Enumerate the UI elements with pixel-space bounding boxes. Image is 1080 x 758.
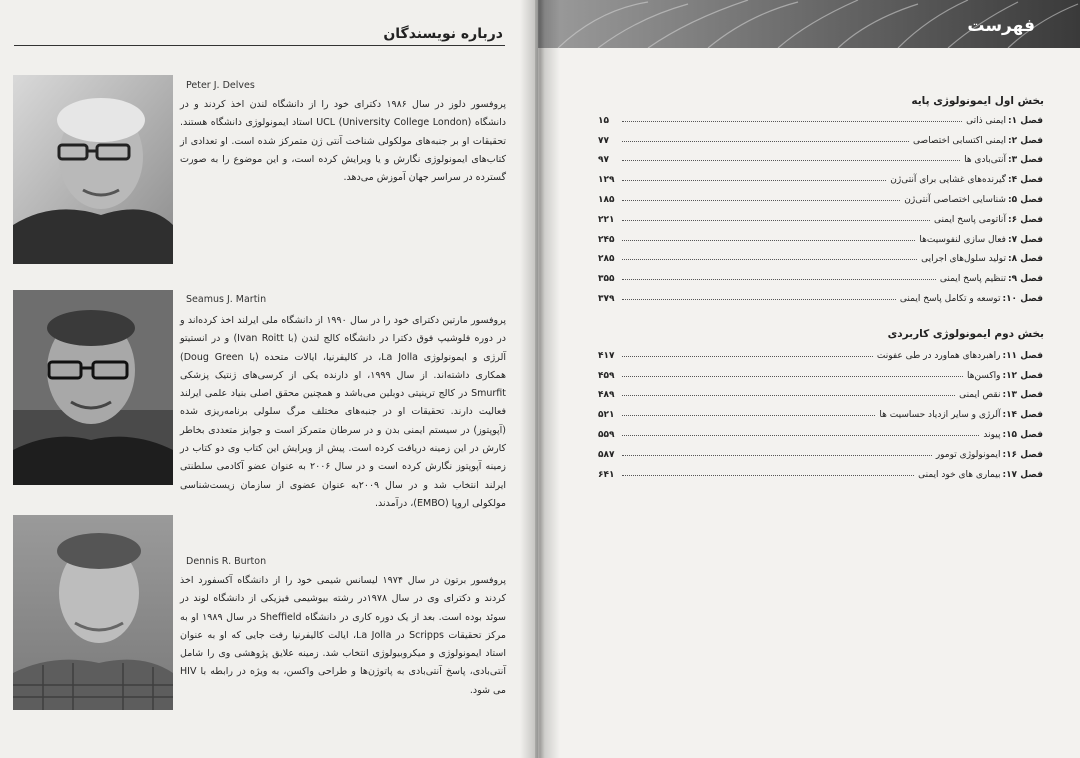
toc-entry [598, 185, 1043, 205]
chapter-title: ایمونولوژی تومور [935, 449, 1001, 460]
toc-entry [598, 225, 1043, 245]
toc-entry [598, 126, 1043, 146]
page-title: درباره نویسندگان [383, 26, 503, 42]
toc-entry [598, 341, 1043, 361]
toc-entry [598, 420, 1043, 440]
leader-dots [622, 455, 932, 456]
chapter-title: آنتی‌بادی ها [964, 155, 1006, 166]
leader-dots [622, 121, 962, 122]
chapter-title: شناسایی اختصاصی آنتی‌ژن [904, 194, 1006, 205]
toc-title: فهرست [967, 16, 1035, 36]
leader-dots [622, 180, 886, 181]
chapter-label: فصل ۱۰: [1002, 293, 1043, 304]
toc-list-part1 [598, 106, 1043, 304]
toc-entry [598, 264, 1043, 284]
chapter-label: فصل ۱۱: [1002, 350, 1043, 361]
leader-dots [622, 200, 900, 201]
page-number: ۱۲۹ [598, 175, 615, 186]
chapter-title: پیوند [983, 429, 1001, 440]
chapter-title: بیماری های خود ایمنی [918, 469, 1001, 480]
leader-dots [622, 299, 896, 300]
chapter-title: توسعه و تکامل پاسخ ایمنی [899, 293, 1001, 304]
toc-entry [598, 381, 1043, 401]
author-bio: پروفسور مارتین دکترای خود را در سال ۱۹۹۰ از دانشگاه ملی ایرلند اخذ کرده‌اند و در دوره فلوشیپ فوق دکترا در دانشگاه کالج لندن (با Ivan Roitt) و در انستیتو آلرژی و ایمونولوژی La Jolla، در کالیفرنیا، ایالات متحده (با Doug Green) همکاری داشته‌اند. از سال ۱۹۹۹، او دارنده یکی از کرسی‌های ژنتیک پزشکی Smurfit در کالج ترینیتی دوبلین می‌باشد و همچنین محقق اصلی بنیاد علمی ایرلند فعالیت دارند. تحقیقات او در جنبه‌های مختلف مرگ سلولی برنامه‌ریزی شده (آپوپتوز) در سیستم ایمنی بدن و در سرطان متمرکز است و جوایز متعددی بخاطر کارش در این زمینه دریافت کرده است. پیش از ویرایش این کتاب وی دو کتاب در زمینه آپوپتوز نگارش کرده است و در سال ۲۰۰۶ به عنوان عضو آکادمی سلطنتی ایرلند انتخاب شد و در سال ۲۰۰۹به عنوان عضوی از سازمان زیست‌شناسی مولکولی اروپا (EMBO)، درآمدند. [180, 315, 507, 509]
chapter-title: تنظیم پاسخ ایمنی [939, 274, 1006, 285]
page-number: ۵۸۷ [598, 449, 615, 460]
chapter-label: فصل ۵: [1007, 194, 1043, 205]
page-number: ۱۸۵ [598, 194, 615, 205]
chapter-title: فعال سازی لنفوسیت‌ها [919, 234, 1006, 245]
chapter-label: فصل ۲: [1007, 135, 1043, 146]
toc-entry [598, 440, 1043, 460]
page-number: ۳۷۹ [598, 293, 615, 304]
author-bio: پروفسور برتون در سال ۱۹۷۴ لیسانس شیمی خود را از دانشگاه آکسفورد اخذ کردند و دکترای وی در سال ۱۹۷۸در رشته بیوشیمی فیزیکی از دانشگاه لوند در سوئد بوده است. بعد از یک دوره کاری در دانشگاه Sheffield در سال ۱۹۸۹ او به مرکز تحقیقات Scripps در La Jolla، ایالت کالیفرنیا رفت جایی که او به عنوان استاد ایمونولوژی و میکروبیولوژی انتخاب شد. زمینه علایق پژوهشی وی را شامل آنتی‌بادی، پاسخ آنتی‌بادی به پاتوژن‌ها و طراحی واکسن، به ویژه در رابطه با HIV می شود. [180, 575, 507, 696]
toc-entry [598, 165, 1043, 185]
chapter-title: آناتومی پاسخ ایمنی [933, 214, 1006, 225]
chapter-label: فصل ۱۵: [1002, 429, 1043, 440]
leader-dots [622, 259, 917, 260]
page-number: ۵۲۱ [598, 410, 615, 421]
leader-dots [622, 415, 875, 416]
header-banner [538, 0, 1080, 48]
page-number: ۹۷ [598, 155, 609, 166]
chapter-title: ایمنی ذاتی [966, 115, 1006, 126]
leader-dots [622, 279, 936, 280]
page-number: ۴۵۹ [598, 370, 615, 381]
chapter-label: فصل ۱۳: [1002, 390, 1043, 401]
page-number: ۷۷ [598, 135, 609, 146]
page-number: ۴۱۷ [598, 350, 615, 361]
page-number: ۳۵۵ [598, 274, 615, 285]
chapter-label: فصل ۱۲: [1002, 370, 1043, 381]
chapter-label: فصل ۶: [1007, 214, 1043, 225]
leader-dots [622, 141, 909, 142]
chapter-title: آلرژی و سایر ازدیاد حساسیت ها [879, 410, 1001, 421]
toc-entry [598, 400, 1043, 420]
author-photo-delves [13, 75, 173, 264]
section-title: بخش اول ایمونولوژی پایه [911, 95, 1044, 107]
chapter-label: فصل ۹: [1007, 274, 1043, 285]
page-number: ۲۴۵ [598, 234, 615, 245]
author-bio: پروفسور دلوز در سال ۱۹۸۶ دکترای خود را از دانشگاه لندن اخذ کردند و در دانشگاه UCL (University College London) استاد ایمونولوژی دانشگاه هستند. تحقیقات او بر جنبه‌های مولکولی شناخت آنتی ژن متمرکز شده است. او تعدادی از کتاب‌های ایمونولوژی نگارش و یا ویرایش کرده است، و این موضوع را به صورت گسترده در سراسر جهان آموزش می‌دهد. [180, 99, 506, 184]
chapter-title: واکسن‌ها [966, 370, 1001, 381]
page-number: ۴۸۹ [598, 390, 615, 401]
leader-dots [622, 475, 914, 476]
author-name: Dennis R. Burton [186, 556, 267, 567]
leader-dots [622, 220, 930, 221]
chapter-title: گیرنده‌های غشایی برای آنتی‌ژن [890, 175, 1006, 186]
chapter-label: فصل ۸: [1007, 254, 1043, 265]
chapter-label: فصل ۷: [1007, 234, 1043, 245]
about-authors-page [0, 0, 535, 758]
leader-dots [622, 240, 915, 241]
section-title: بخش دوم ایمونولوژی کاربردی [887, 328, 1044, 340]
leader-dots [622, 435, 979, 436]
toc-list-part2 [598, 341, 1043, 480]
leader-dots [622, 376, 963, 377]
title-rule [14, 45, 505, 46]
chapter-title: تولید سلول‌های اجرایی [921, 254, 1006, 265]
author-name: Seamus J. Martin [186, 294, 267, 305]
page-number: ۶۴۱ [598, 469, 615, 480]
chapter-label: فصل ۳: [1007, 155, 1043, 166]
toc-entry [598, 146, 1043, 166]
toc-entry [598, 361, 1043, 381]
page-number: ۲۲۱ [598, 214, 615, 225]
toc-entry [598, 245, 1043, 265]
chapter-label: فصل ۱: [1007, 115, 1043, 126]
table-of-contents-page [538, 0, 1080, 758]
chapter-label: فصل ۱۷: [1002, 469, 1043, 480]
author-photo-burton [13, 515, 173, 710]
chapter-label: فصل ۱۴: [1002, 410, 1043, 421]
toc-entry [598, 284, 1043, 304]
toc-entry [598, 106, 1043, 126]
page-number: ۵۵۹ [598, 429, 615, 440]
chapter-title: نقص ایمنی [959, 390, 1001, 401]
toc-entry [598, 460, 1043, 480]
leader-dots [622, 395, 955, 396]
leader-dots [622, 356, 873, 357]
page-number: ۱۵ [598, 115, 609, 126]
page-number: ۲۸۵ [598, 254, 615, 265]
author-photo-martin [13, 290, 173, 485]
chapter-label: فصل ۴: [1007, 175, 1043, 186]
author-name: Peter J. Delves [186, 80, 255, 91]
leader-dots [622, 160, 960, 161]
chapter-title: راهبردهای هماورد در طی عفونت [876, 350, 1001, 361]
toc-entry [598, 205, 1043, 225]
chapter-label: فصل ۱۶: [1002, 449, 1043, 460]
chapter-title: ایمنی اکتسابی اختصاصی [913, 135, 1006, 146]
